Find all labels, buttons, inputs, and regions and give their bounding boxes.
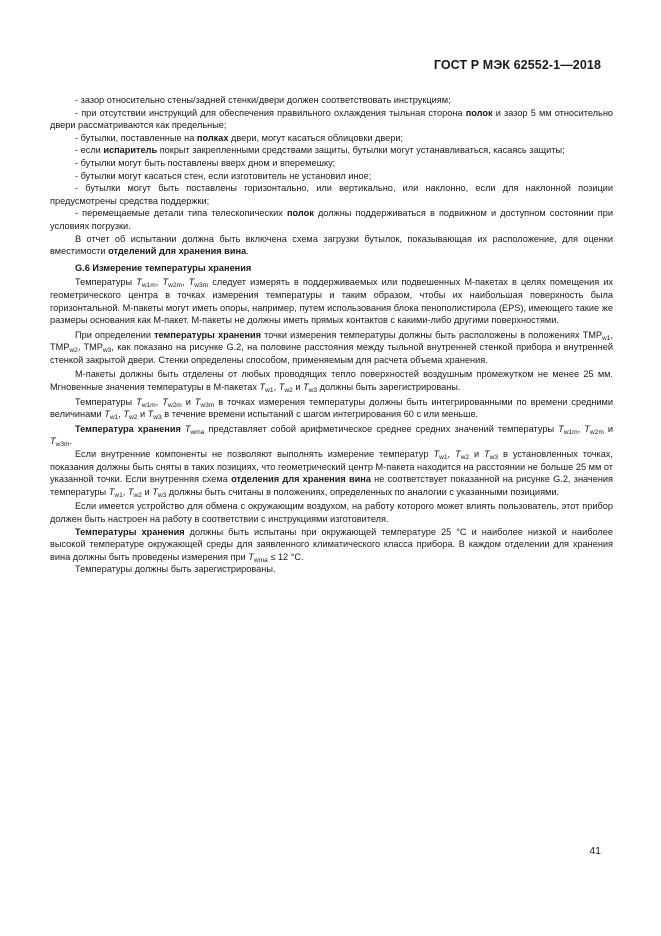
paragraph: Температуры $T_{w1m}$, $T_{w2m}$, $T_{w3m}$ следует измерять в поддерживаемых или подвешенных М-пакетах в целях помещения их геометрического центра в точках измерения температуры и таким образом, чтобы их наибольшая поверхность была горизонтальной. М-пакеты могут иметь опоры, например, путем использования блока пенополистирола (EPS), имеющего такие же размеры основания как М-пакет. М-пакеты не должны иметь прямых контактов с какими-либо другими поверхностями. — [50, 277, 614, 326]
list-item: - бутылки могут касаться стен, если изготовитель не установил иное; — [75, 170, 372, 181]
document-header: ГОСТ Р МЭК 62552-1—2018 — [433, 58, 601, 72]
page-number: 41 — [589, 845, 601, 857]
paragraph: Температуры $T_{w1m}$, $T_{w2m}$ и $T_{w3m}$ в точках измерения температуры должны быть интегрированными по времени средними величинами $T_{w1}$, $T_{w2}$ и $T_{w3}$ в течение времени испытаний с шагом интегрирования 60 с или меньше. — [50, 396, 613, 422]
list-item: - перемещаемые детали типа телескопических полок должны поддерживаться в подвижном и доступном состоянии при условиях погрузки. — [50, 208, 613, 231]
list-item: - зазор относительно стены/задней стенки/двери должен соответствовать инструкциям; — [75, 95, 451, 105]
paragraph: При определении температуры хранения точки измерения температуры должны быть расположены в положениях $TMP_{w1}$, $TMP_{w2}$, $TMP_{w3}$, как показано на рисунке G.2, на половине расстояния между тыльной внутренней стенкой прибора и внутренней стенкой закрытой двери. Стенки определены способом, применяемым для расчета объема хранения. — [50, 329, 613, 365]
list-item: - при отсутствии инструкций для обеспечения правильного охлаждения тыльная сторона полок и зазор 5 мм относительно двери рассматриваются как предельные; — [50, 107, 613, 131]
report-paragraph: В отчет об испытании должна быть включена схема загрузки бутылок, показывающая их расположение, для оценки вместимости отделений для хранения вина. — [50, 233, 613, 257]
list-item: - бутылки, поставленные на полках двери, могут касаться облицовки двери; — [75, 132, 404, 143]
page-body — [50, 94, 613, 576]
paragraph: Температуры должны быть зарегистрированы. — [75, 564, 276, 575]
paragraph: Если имеется устройство для обмена с окружающим воздухом, на работу которого может влиять пользователь, этот прибор должен быть настроен на работу в соответствии с инструкциями изготовителя. — [50, 501, 613, 524]
paragraph: Температуры хранения должны быть испытаны при окружающей температуре 25 °С и наиболее низкой и наиболее высокой температуре окружающей среды для заявленного климатического класса прибора. В каждом отделении для хранения вина должны быть проведены измерения при $T_{wma} \le 12$ °С. — [50, 526, 613, 564]
paragraph: Температура хранения $T_{wma}$ представляет собой арифметическое среднее средних значений температуры $T_{w1m}$, $T_{w2m}$ и $T_{w3m}$. — [50, 423, 614, 449]
list-item: - бутылки могут быть поставлены вверх дном и вперемешку; — [75, 157, 336, 168]
paragraph: Если внутренние компоненты не позволяют выполнять измерение температур $T_{w1}$, $T_{w2}$ и $T_{w3}$ в установленных точках, показания должны быть сняты в таких позициях, что геометрический центр М-пакета находится на расстоянии не больше 25 мм от указанной точки. Если внутренняя схема отделения для хранения вина не соответствует показанной на рисунке G.2, значения температуры $T_{w1}$, $T_{w2}$ и $T_{w3}$ должны быть считаны в положениях, определенных по аналогии с указанными позициями. — [50, 449, 614, 499]
list-item: - если испаритель покрыт закрепленными средствами защиты, бутылки могут устанавливаться, касаясь защиты; — [75, 145, 565, 156]
paragraph: М-пакеты должны быть отделены от любых проводящих тепло поверхностей воздушным промежутком не менее 25 мм. Мгновенные значения температуры в М-пакетах $T_{w1}$, $T_{w2}$ и $T_{w3}$ должны быть зарегистрированы. — [50, 369, 613, 395]
section-title: G.6 Измерение температуры хранения — [75, 262, 252, 273]
list-item: - бутылки могут быть поставлены горизонтально, или вертикально, или наклонно, если для наклонной позиции предусмотрены средства поддержки; — [50, 183, 613, 206]
